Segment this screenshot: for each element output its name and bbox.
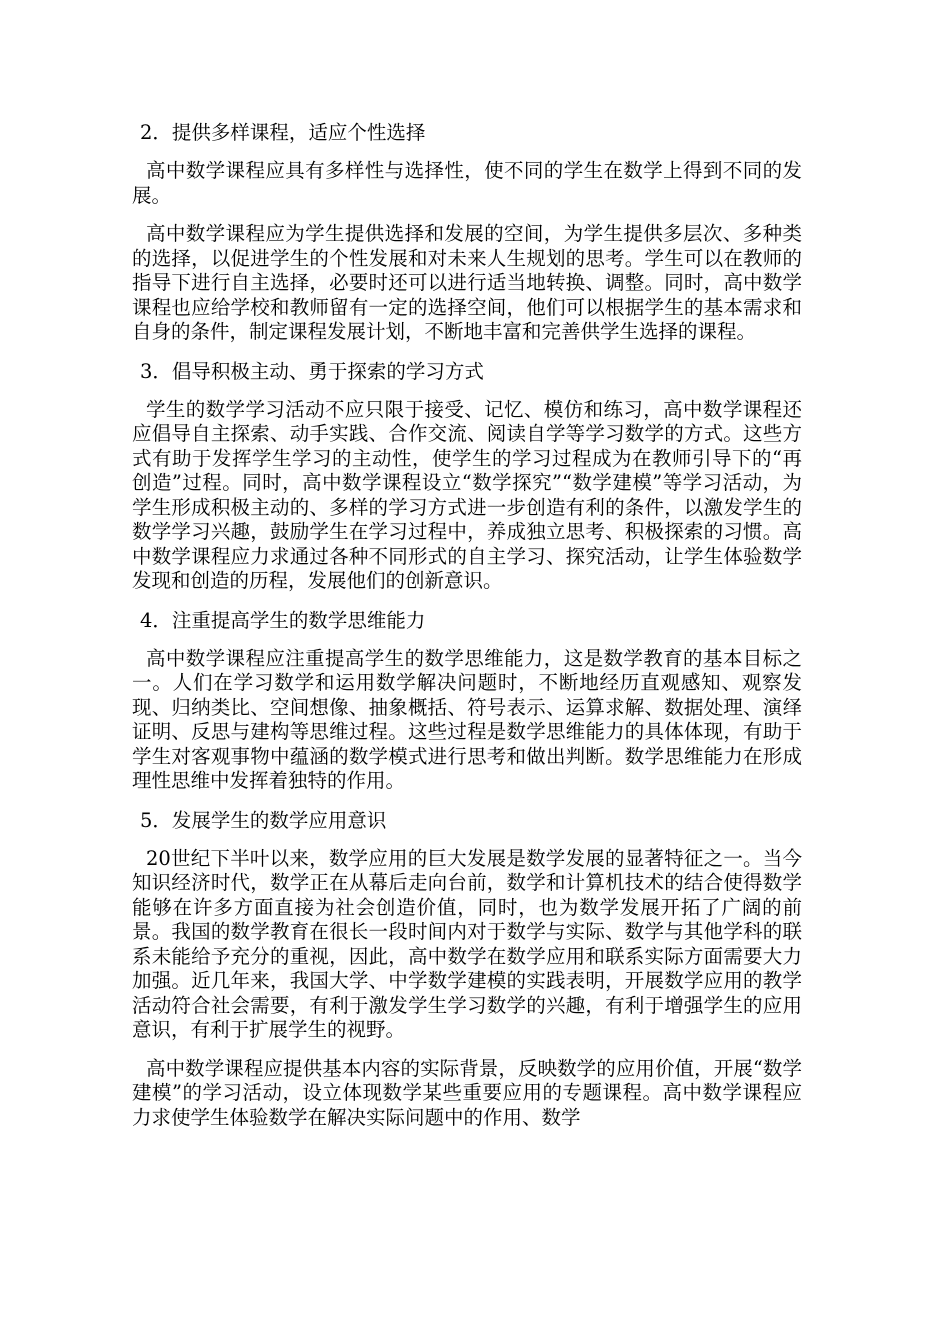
section-heading-5: 5．发展学生的数学应用意识 bbox=[140, 808, 387, 832]
section-heading-2: 2．提供多样课程，适应个性选择 bbox=[140, 121, 426, 144]
paragraph: 高中数学课程应提供基本内容的实际背景，反映数学的应用价值，开展“数学建模”的学习活动，设立体现数学某些重要应用的专题课程。高中数学课程应力求使学生体验数学在解决实际问题中的作用、数学 bbox=[132, 1056, 802, 1129]
paragraph: 20世纪下半叶以来，数学应用的巨大发展是数学发展的显著特征之一。当今知识经济时代，数学正在从幕后走向台前，数学和计算机技术的结合使得数学能够在许多方面直接为社会创造价值，同时，也为数学发展开拓了广阔的前景。我国的数学教育在很长一段时间内对于数学与实际、数学与其他学科的联系未能给予充分的重视，因此，高中数学在数学应用和联系实际方面需要大力加强。近几年来，我国大学、中学数学建模的实践表明，开展数学应用的教学活动符合社会需要，有利于激发学生学习数学的兴趣，有利于增强学生的应用意识，有利于扩展学生的视野。 bbox=[132, 846, 802, 1041]
paragraph: 高中数学课程应为学生提供选择和发展的空间，为学生提供多层次、多种类的选择，以促进学生的个性发展和对未来人生规划的思考。学生可以在教师的指导下进行自主选择，必要时还可以进行适当地转换、调整。同时，高中数学课程也应给学校和教师留有一定的选择空间，他们可以根据学生的基本需求和自身的条件，制定课程发展计划，不断地丰富和完善供学生选择的课程。 bbox=[132, 222, 802, 343]
paragraph: 高中数学课程应注重提高学生的数学思维能力，这是数学教育的基本目标之一。人们在学习数学和运用数学解决问题时，不断地经历直观感知、观察发现、归纳类比、空间想像、抽象概括、符号表示、运算求解、数据处理、演绎证明、反思与建构等思维过程。这些过程是数学思维能力的具体体现，有助于学生对客观事物中蕴涵的数学模式进行思考和做出判断。数学思维能力在形成理性思维中发挥着独特的作用。 bbox=[132, 646, 802, 792]
section-heading-3: 3．倡导积极主动、勇于探索的学习方式 bbox=[140, 359, 484, 383]
document-page bbox=[132, 120, 802, 1320]
section-heading-4: 4．注重提高学生的数学思维能力 bbox=[140, 608, 426, 632]
paragraph: 高中数学课程应具有多样性与选择性，使不同的学生在数学上得到不同的发展。 bbox=[132, 159, 802, 207]
paragraph: 学生的数学学习活动不应只限于接受、记忆、模仿和练习，高中数学课程还应倡导自主探索、动手实践、合作交流、阅读自学等学习数学的方式。这些方式有助于发挥学生学习的主动性，使学生的学习过程成为在教师引导下的“再创造”过程。同时，高中数学课程设立“数学探究”“数学建模”等学习活动，为学生形成积极主动的、多样的学习方式进一步创造有利的条件，以激发学生的数学学习兴趣，鼓励学生在学习过程中，养成独立思考、积极探索的习惯。高中数学课程应力求通过各种不同形式的自主学习、探究活动，让学生体验数学发现和创造的历程，发展他们的创新意识。 bbox=[132, 397, 802, 592]
